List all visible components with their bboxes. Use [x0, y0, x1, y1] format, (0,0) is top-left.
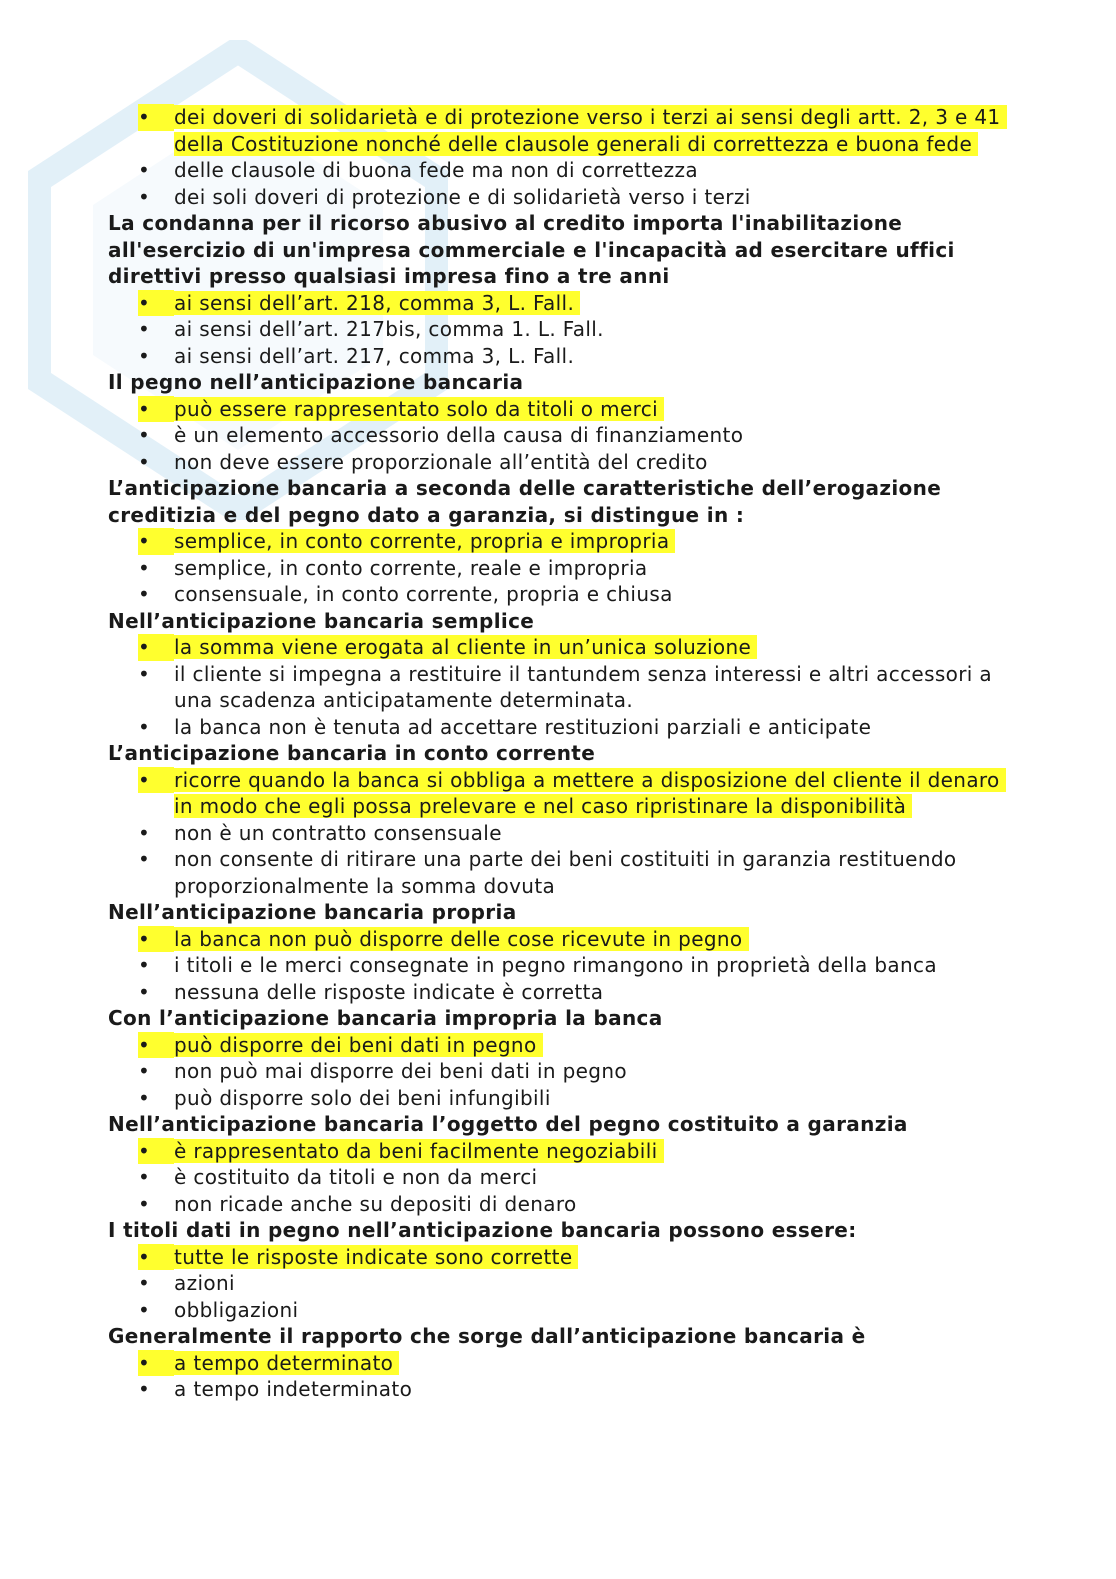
answer-text: semplice, in conto corrente, propria e impropria	[174, 529, 675, 553]
question-text: Nell’anticipazione bancaria propria	[108, 900, 517, 924]
answer-text: nessuna delle risposte indicate è corretta	[174, 979, 604, 1004]
answer-item	[108, 1164, 1008, 1191]
answer-item-correct	[108, 104, 1008, 157]
bullet-icon: •	[138, 396, 174, 423]
answer-item-correct	[108, 634, 1008, 661]
bullet-icon: •	[138, 767, 174, 794]
bullet-icon: •	[138, 158, 151, 182]
answer-text: delle clausole di buona fede ma non di correttezza	[174, 158, 698, 182]
answer-text: la somma viene erogata al cliente in un’unica soluzione	[174, 635, 757, 659]
answer-item-correct	[108, 926, 1008, 953]
bullet-icon: •	[138, 449, 151, 474]
bullet-icon: •	[138, 1297, 151, 1322]
answer-text: ai sensi dell’art. 218, comma 3, L. Fall.	[174, 291, 580, 315]
answer-item	[108, 422, 1008, 449]
answer-list	[108, 396, 1008, 476]
question-text: Il pegno nell’anticipazione bancaria	[108, 370, 524, 394]
bullet-icon: •	[138, 661, 151, 686]
answer-list	[108, 1138, 1008, 1218]
answer-item	[108, 979, 1008, 1006]
question-text: L’anticipazione bancaria a seconda delle caratteristiche dell’erogazione creditizia e del pegno dato a garanzia, si distingue in :	[108, 476, 942, 527]
answer-list	[108, 1350, 1008, 1403]
bullet-icon: •	[138, 528, 174, 555]
answer-item	[108, 184, 1008, 211]
answer-item	[108, 157, 1008, 184]
answer-text: può disporre dei beni dati in pegno	[174, 1033, 543, 1057]
answer-text: ai sensi dell’art. 217bis, comma 1. L. Fall.	[174, 317, 604, 341]
answer-text: semplice, in conto corrente, reale e impropria	[174, 555, 648, 580]
bullet-icon: •	[138, 1165, 151, 1189]
bullet-icon: •	[138, 423, 151, 447]
bullet-icon: •	[138, 343, 151, 368]
answer-item-correct	[108, 1032, 1008, 1059]
answer-text: i titoli e le merci consegnate in pegno rimangono in proprietà della banca	[174, 953, 937, 977]
bullet-icon: •	[138, 1350, 174, 1377]
answer-item-correct	[108, 290, 1008, 317]
answer-item-correct	[108, 1350, 1008, 1377]
answer-text: non è un contratto consensuale	[174, 820, 502, 845]
bullet-icon: •	[138, 1032, 174, 1059]
answer-text: tutte le risposte indicate sono corrette	[174, 1245, 578, 1269]
bullet-icon: •	[138, 582, 151, 606]
answer-item-correct	[108, 1244, 1008, 1271]
answer-text: a tempo indeterminato	[174, 1377, 413, 1401]
answer-item-correct	[108, 767, 1008, 820]
question-text: Nell’anticipazione bancaria l’oggetto del pegno costituito a garanzia	[108, 1112, 908, 1136]
answer-list	[108, 104, 1008, 210]
answer-text: può disporre solo dei beni infungibili	[174, 1085, 551, 1110]
answer-item	[108, 820, 1008, 847]
answer-text: è rappresentato da beni facilmente negoziabili	[174, 1139, 664, 1163]
answer-item	[108, 661, 1008, 714]
answer-item	[108, 1058, 1008, 1085]
answer-item	[108, 1376, 1008, 1403]
answer-text: è un elemento accessorio della causa di finanziamento	[174, 423, 744, 447]
answer-text: il cliente si impegna a restituire il tantundem senza interessi e altri accessori a una scadenza anticipatamente determinata.	[174, 661, 992, 712]
answer-item	[108, 846, 1008, 899]
bullet-icon: •	[138, 1244, 174, 1271]
bullet-icon: •	[138, 847, 151, 871]
bullet-icon: •	[138, 317, 151, 341]
answer-text: ricorre quando la banca si obbliga a mettere a disposizione del cliente il denaro in modo che egli possa prelevare e nel caso ripristinare la disponibilità	[174, 768, 1006, 819]
answer-item	[108, 343, 1008, 370]
answer-item	[108, 449, 1008, 476]
answer-text: a tempo determinato	[174, 1351, 399, 1375]
answer-list	[108, 926, 1008, 1006]
answer-text: non deve essere proporzionale all’entità del credito	[174, 449, 708, 474]
question-text: La condanna per il ricorso abusivo al credito importa l'inabilitazione all'esercizio di un'impresa commerciale e l'incapacità ad esercitare uffici direttivi presso qualsiasi impresa fino a tre anni	[108, 211, 955, 288]
answer-text: non consente di ritirare una parte dei beni costituiti in garanzia restituendo proporzionalmente la somma dovuta	[174, 847, 957, 898]
bullet-icon: •	[138, 1377, 151, 1401]
bullet-icon: •	[138, 555, 151, 580]
answer-item	[108, 1085, 1008, 1112]
bullet-icon: •	[138, 634, 174, 661]
bullet-icon: •	[138, 926, 174, 953]
answer-item	[108, 714, 1008, 741]
bullet-icon: •	[138, 714, 151, 739]
question-text: Nell’anticipazione bancaria semplice	[108, 608, 535, 633]
bullet-icon: •	[138, 1271, 151, 1295]
question-text: Generalmente il rapporto che sorge dall’anticipazione bancaria è	[108, 1324, 866, 1348]
bullet-icon: •	[138, 1138, 174, 1165]
question-text: Con l’anticipazione bancaria impropria la banca	[108, 1006, 663, 1030]
answer-text: non può mai disporre dei beni dati in pegno	[174, 1059, 627, 1083]
answer-item-correct	[108, 528, 1008, 555]
bullet-icon: •	[138, 290, 174, 317]
answer-text: ai sensi dell’art. 217, comma 3, L. Fall.	[174, 343, 575, 368]
answer-text: obbligazioni	[174, 1297, 299, 1322]
answer-item	[108, 555, 1008, 582]
answer-text: può essere rappresentato solo da titoli o merci	[174, 397, 664, 421]
answer-item	[108, 1297, 1008, 1324]
answer-list	[108, 290, 1008, 370]
answer-list	[108, 767, 1008, 900]
answer-item	[108, 1270, 1008, 1297]
question-text: I titoli dati in pegno nell’anticipazione bancaria possono essere:	[108, 1218, 857, 1242]
bullet-icon: •	[138, 1085, 151, 1110]
bullet-icon: •	[138, 184, 151, 209]
bullet-icon: •	[138, 1059, 151, 1083]
answer-item	[108, 952, 1008, 979]
bullet-icon: •	[138, 820, 151, 845]
answer-text: azioni	[174, 1271, 235, 1295]
bullet-icon: •	[138, 1191, 151, 1216]
answer-text: la banca non è tenuta ad accettare restituzioni parziali e anticipate	[174, 714, 872, 739]
answer-text: dei soli doveri di protezione e di solidarietà verso i terzi	[174, 184, 751, 209]
question-text: L’anticipazione bancaria in conto corrente	[108, 741, 596, 765]
answer-list	[108, 634, 1008, 740]
answer-list	[108, 1032, 1008, 1112]
answer-item	[108, 581, 1008, 608]
answer-item	[108, 316, 1008, 343]
answer-text: dei doveri di solidarietà e di protezione verso i terzi ai sensi degli artt. 2, 3 e 41 della Costituzione nonché delle clausole generali di correttezza e buona fede	[174, 105, 1007, 156]
answer-text: consensuale, in conto corrente, propria e chiusa	[174, 582, 673, 606]
answer-text: la banca non può disporre delle cose ricevute in pegno	[174, 927, 749, 951]
bullet-icon: •	[138, 979, 151, 1004]
answer-list	[108, 528, 1008, 608]
bullet-icon: •	[138, 953, 151, 977]
bullet-icon: •	[138, 104, 174, 131]
answer-item-correct	[108, 1138, 1008, 1165]
answer-text: non ricade anche su depositi di denaro	[174, 1191, 577, 1216]
answer-text: è costituito da titoli e non da merci	[174, 1165, 538, 1189]
answer-list	[108, 1244, 1008, 1324]
answer-item-correct	[108, 396, 1008, 423]
answer-item	[108, 1191, 1008, 1218]
question-list	[108, 104, 1008, 1403]
